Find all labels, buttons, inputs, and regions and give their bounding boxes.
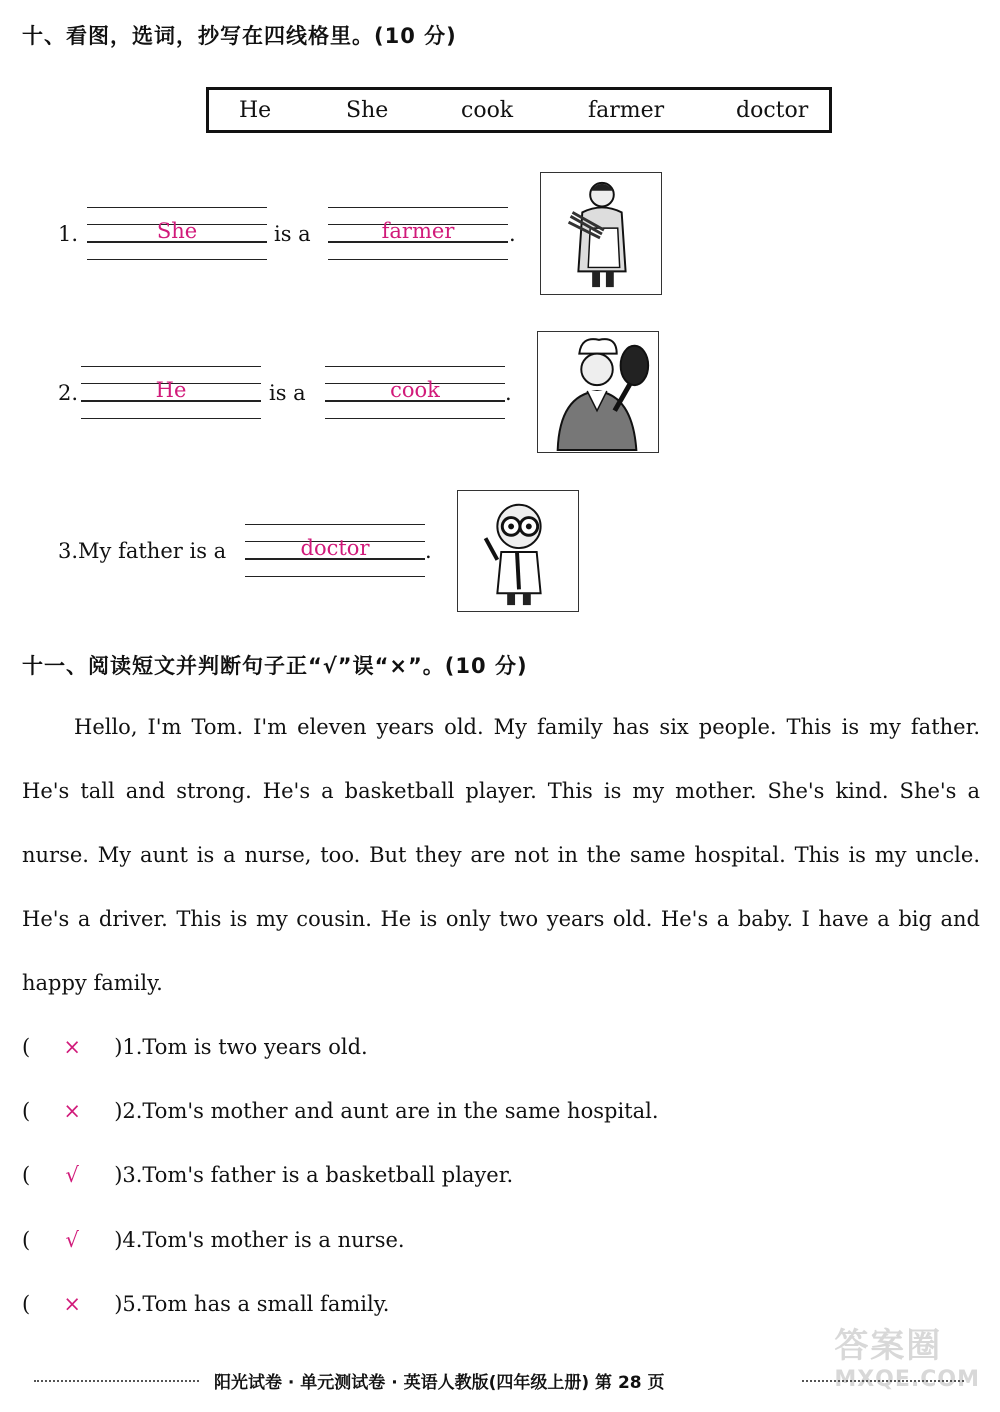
connector-text: is a: [274, 222, 311, 246]
judge-item: ( × )1.Tom is two years old.: [22, 1035, 368, 1059]
footer-dotted-line: [802, 1380, 964, 1382]
period: .: [425, 539, 432, 563]
answer-mark: ×: [63, 1035, 81, 1059]
four-line-grid: [328, 207, 508, 263]
section-11-title: 十一、阅读短文并判断句子正“√”误“×”。(10 分): [22, 654, 528, 678]
period: .: [505, 381, 512, 405]
word-bank-item: She: [346, 98, 389, 123]
answer-text: She: [156, 219, 198, 243]
judge-item: ( √ )4.Tom's mother is a nurse.: [22, 1228, 405, 1252]
four-line-grid: [87, 207, 267, 263]
judge-text: )3.Tom's father is a basketball player.: [114, 1163, 514, 1187]
answer-mark: √: [65, 1163, 79, 1187]
section-10-title: 十、看图，选词，抄写在四线格里。(10 分): [22, 24, 457, 48]
page-footer: [34, 1368, 964, 1394]
judge-text: )5.Tom has a small family.: [114, 1292, 390, 1316]
answer-mark: √: [65, 1228, 79, 1252]
passage-text: Hello, I'm Tom. I'm eleven years old. My family has six people. This is my father. He's tall and strong. He's a basketball player. This is my mother. She's kind. She's a nurse. My aunt is a nurse, too. But they are not in the same hospital. This is my uncle. He's a driver. This is my cousin. He is only two years old. He's a baby. I have a big and happy family.: [22, 715, 980, 995]
watermark-line-1: 答案圈: [834, 1326, 943, 1366]
word-bank: [206, 87, 832, 133]
word-bank-item: doctor: [736, 98, 809, 123]
answer-mark: ×: [63, 1099, 81, 1123]
footer-dotted-line: [34, 1380, 199, 1382]
word-bank-item: He: [239, 98, 272, 123]
footer-text: 阳光试卷 · 单元测试卷 · 英语人教版(四年级上册) 第 28 页: [214, 1373, 665, 1393]
word-bank-item: farmer: [588, 98, 665, 123]
judge-text: )4.Tom's mother is a nurse.: [114, 1228, 405, 1252]
four-line-grid: [81, 366, 261, 422]
reading-passage: [22, 695, 980, 1015]
answer-text: farmer: [381, 219, 455, 243]
answer-text: He: [155, 378, 187, 402]
item-number: 2.: [58, 381, 79, 405]
judge-item: ( √ )3.Tom's father is a basketball player.: [22, 1163, 514, 1187]
judge-item: ( × )5.Tom has a small family.: [22, 1292, 390, 1316]
word-bank-item: cook: [461, 98, 514, 123]
four-line-grid: [325, 366, 505, 422]
answer-text: doctor: [300, 536, 370, 560]
item-sentence: 3.My father is a: [58, 539, 227, 563]
judge-item: ( × )2.Tom's mother and aunt are in the same hospital.: [22, 1099, 659, 1123]
four-line-grid: [245, 524, 425, 580]
answer-mark: ×: [63, 1292, 81, 1316]
cook-picture: [537, 331, 659, 453]
judge-text: )2.Tom's mother and aunt are in the same hospital.: [114, 1099, 659, 1123]
doctor-picture: [457, 490, 579, 612]
item-number: 1.: [58, 222, 79, 246]
period: .: [509, 222, 516, 246]
watermark-line-2: MXQE.COM: [834, 1367, 980, 1392]
farmer-picture: [540, 172, 662, 295]
connector-text: is a: [269, 381, 306, 405]
judge-text: )1.Tom is two years old.: [114, 1035, 368, 1059]
answer-text: cook: [390, 378, 440, 402]
